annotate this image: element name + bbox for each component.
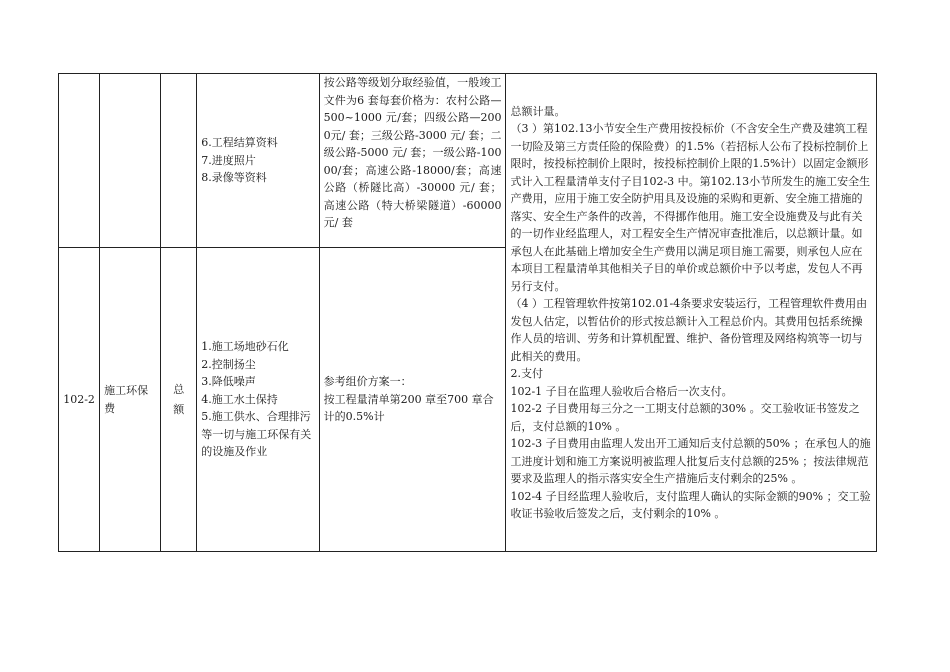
item-name-cell: 施工环保费	[100, 248, 161, 552]
work-content-cell	[197, 248, 319, 552]
work-content-line: 8.录像等资料	[201, 171, 267, 185]
measurement-paragraph: （4 ）工程管理软件按第102.01-4条要求安装运行，工程管理软件费用由发包人估定，以暂估价的形式按总额计入工程总价内。其费用包括系统操作人员的培训、劳务和计算机配置、维护、备份管理及网络构筑等一切与此相关的费用。	[510, 297, 868, 363]
specification-table	[58, 73, 877, 552]
payment-paragraph: 102-4 子目经监理人验收后，支付监理人确认的实际金额的90% ；交工验收证书验收后签发之后，支付剩余的10% 。	[510, 489, 871, 520]
work-content-line: 7.进度照片	[201, 153, 256, 167]
work-content-line: 5.施工供水、合理排污等一切与施工环保有关的设施及作业	[201, 410, 312, 459]
pricing-text: 按公路等级划分取经验值，一般竣工文件为6 套每套价格为：农村公路—500~1000 元/套；四级公路—2000元/ 套；三级公路-3000 元/ 套；二级公路-5000 元/ 套；一级公路-10000/套；高速公路-18000/套；高速公路（桥隧比高）-30000 元/ 套；高速公路（特大桥梁隧道）-60000元/ 套	[323, 76, 502, 229]
pricing-text: 按工程量清单第200 章至700 章合计的0.5%计	[323, 392, 494, 424]
unit-text: 总额	[173, 382, 185, 416]
work-content-line: 2.控制扬尘	[201, 357, 256, 371]
work-content-cell	[197, 74, 319, 248]
measurement-payment-cell	[506, 74, 877, 552]
payment-paragraph: 102-2 子目费用每三分之一工期支付总额的30% 。交工验收证书签发之后，支付总额的10% 。	[510, 402, 860, 433]
item-code-cell: 102-2	[59, 248, 100, 552]
item-code-cell	[59, 74, 100, 248]
pricing-text: 参考组价方案一：	[323, 375, 412, 389]
unit-cell	[161, 74, 197, 248]
pricing-cell	[319, 74, 506, 248]
work-content-line: 6.工程结算资料	[201, 136, 278, 150]
payment-paragraph: 102-3 子目费用由监理人发出开工通知后支付总额的50% ；在承包人的施工进度计划和施工方案说明被监理人批复后支付总额的25% ；按法律规范要求及监理人的指示落实安全生产措施后支付剩余的25% 。	[510, 437, 871, 485]
measurement-paragraph: 总额计量。	[510, 104, 566, 118]
unit-cell	[161, 248, 197, 552]
table-row	[59, 74, 877, 248]
payment-heading: 2.支付	[510, 367, 543, 380]
work-content-line: 1.施工场地砂石化	[201, 340, 289, 354]
measurement-paragraph: （3 ）第102.13小节安全生产费用按投标价（不含安全生产费及建筑工程一切险及第三方责任险的保险费）的1.5%（若招标人公布了投标控制价上限时，按投标控制价上限时，按投标控制价上限的1.5%计）以固定金额形式计入工程量清单支付子目102-3 中。第102.13小节所发生的施工安全生产费用，应用于施工安全防护用具及设施的采购和更新、安全施工措施的落实、安全生产条件的改善，不得挪作他用。施工安全设施费及与此有关的一切作业经监理人，对工程安全生产情况审查批准后，以总额计量。如承包人在此基础上增加安全生产费用以满足项目施工需要，则承包人应在本项目工程量清单其他相关子目的单价或总额价中予以考虑，发包人不再另行支付。	[510, 122, 871, 293]
pricing-cell	[319, 248, 506, 552]
item-name-cell	[100, 74, 161, 248]
work-content-line: 4.施工水土保持	[201, 392, 278, 406]
payment-paragraph: 102-1 子目在监理人验收后合格后一次支付。	[510, 384, 733, 398]
work-content-line: 3.降低噪声	[201, 375, 256, 389]
